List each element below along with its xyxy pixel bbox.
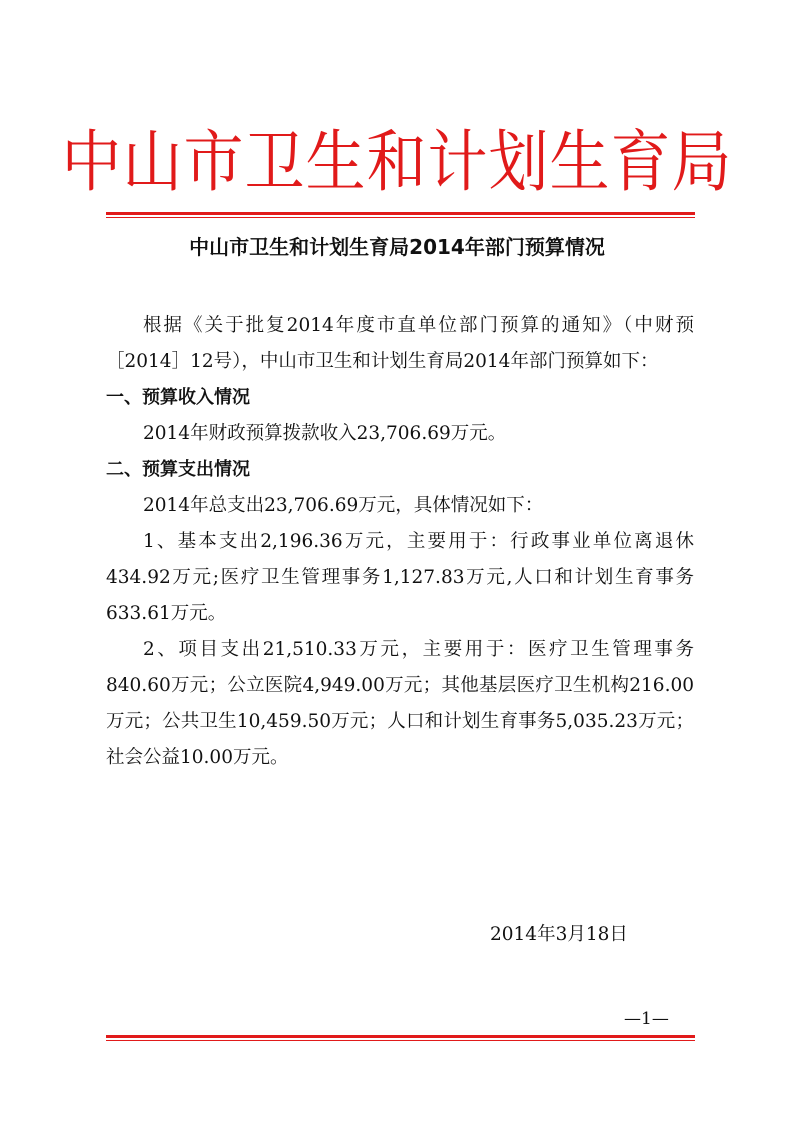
section-heading-expenditure: 二、预算支出情况 bbox=[106, 459, 250, 480]
project-expenditure-paragraph: 2、项目支出21,510.33万元，主要用于：医疗卫生管理事务840.60万元；公立医院4,949.00万元；其他基层医疗卫生机构216.00万元；公共卫生10,459.50万元；人口和计划生育事务5,035.23万元；社会公益10.00万元。 bbox=[106, 639, 694, 768]
section-heading-income: 一、预算收入情况 bbox=[106, 387, 250, 408]
footer-red-rule bbox=[106, 1035, 695, 1041]
document-date: 2014年3月18日 bbox=[490, 924, 628, 945]
expenditure-total-paragraph: 2014年总支出23,706.69万元，具体情况如下： bbox=[143, 495, 544, 516]
letterhead-red-rule bbox=[106, 212, 695, 218]
basic-expenditure-paragraph: 1、基本支出2,196.36万元，主要用于：行政事业单位离退休434.92万元;医疗卫生管理事务1,127.83万元,人口和计划生育事务633.61万元。 bbox=[106, 531, 694, 624]
income-paragraph: 2014年财政预算拨款收入23,706.69万元。 bbox=[143, 423, 507, 444]
document-body bbox=[106, 308, 694, 776]
letterhead-org-name: 中山市卫生和计划生育局 bbox=[61, 123, 733, 202]
document-title: 中山市卫生和计划生育局2014年部门预算情况 bbox=[189, 235, 605, 259]
intro-paragraph: 根据《关于批复2014年度市直单位部门预算的通知》（中财预［2014］12号），中山市卫生和计划生育局2014年部门预算如下： bbox=[106, 315, 694, 372]
page-number: —1— bbox=[624, 1009, 669, 1029]
